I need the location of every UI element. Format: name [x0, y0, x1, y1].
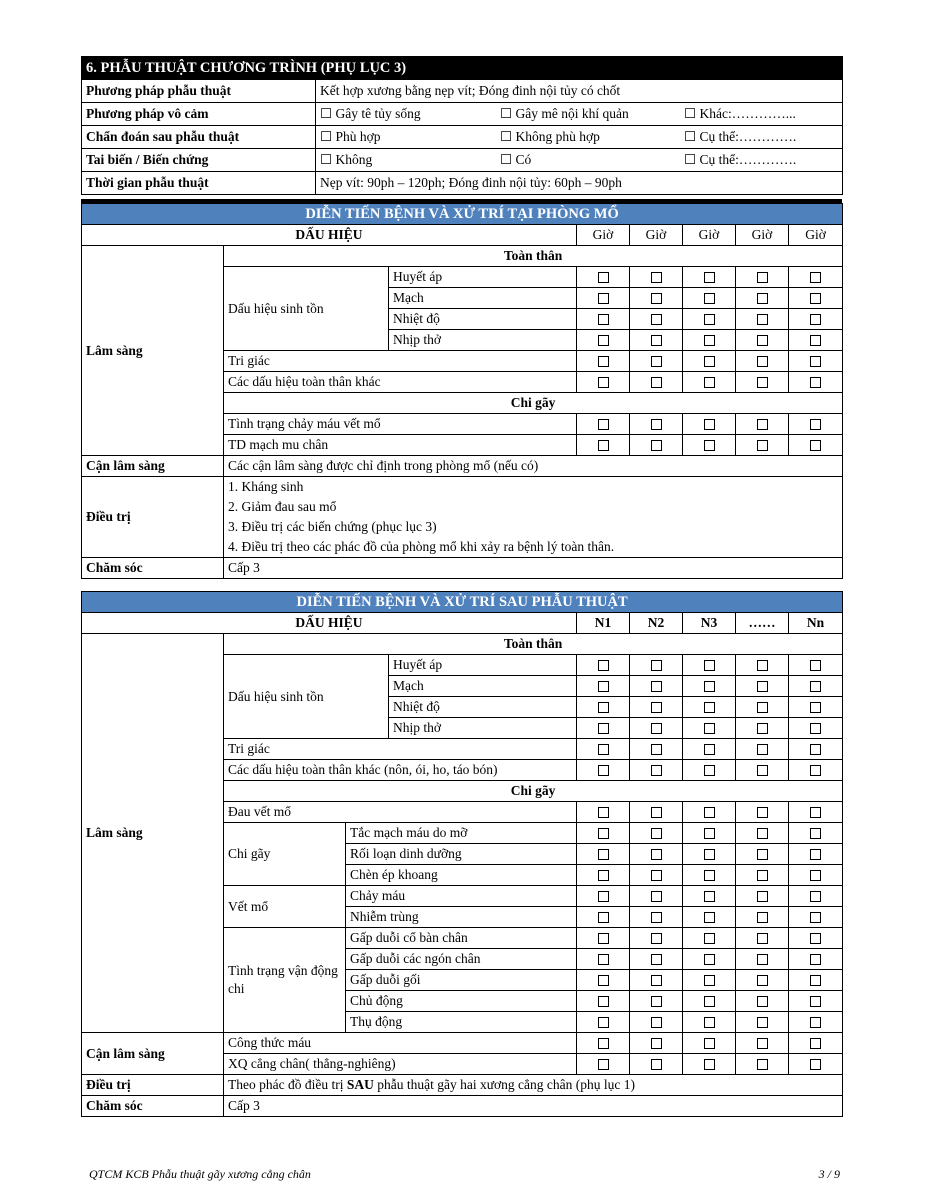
- checkbox[interactable]: [810, 912, 821, 923]
- checkbox[interactable]: [757, 440, 768, 451]
- checkbox[interactable]: [810, 272, 821, 283]
- checkbox[interactable]: [598, 996, 609, 1007]
- checkbox[interactable]: [704, 996, 715, 1007]
- sign-label: Gấp duỗi gối: [346, 970, 577, 991]
- checkbox[interactable]: [704, 356, 715, 367]
- checkbox[interactable]: [757, 377, 768, 388]
- checkbox[interactable]: [704, 723, 715, 734]
- row-label: Phương pháp vô cảm: [82, 103, 316, 126]
- checkbox[interactable]: [704, 660, 715, 671]
- checkbox[interactable]: [757, 1017, 768, 1028]
- checkbox[interactable]: [810, 828, 821, 839]
- sign-label: Nhiễm trùng: [346, 907, 577, 928]
- checkbox[interactable]: [598, 419, 609, 430]
- checkbox[interactable]: [810, 849, 821, 860]
- checkbox[interactable]: [810, 933, 821, 944]
- treatment-item: 1. Kháng sinh: [224, 477, 843, 498]
- checkbox[interactable]: [598, 681, 609, 692]
- sign-label: Chèn ép khoang: [346, 865, 577, 886]
- checkbox[interactable]: [757, 996, 768, 1007]
- lam-sang-label: Lâm sàng: [82, 634, 224, 1033]
- sign-label: Các dấu hiệu toàn thân khác (nôn, ói, ho, táo bón): [224, 760, 577, 781]
- checkbox[interactable]: [810, 440, 821, 451]
- checkbox[interactable]: [810, 807, 821, 818]
- row-options: [316, 149, 843, 172]
- row-label: Tai biến / Biến chứng: [82, 149, 316, 172]
- checkbox[interactable]: [810, 1017, 821, 1028]
- option-checkbox[interactable]: ☐ Cụ thể:………….: [684, 129, 797, 144]
- vital-label: Nhiệt độ: [389, 309, 577, 330]
- can-lam-sang-label: Cận lâm sàng: [82, 1033, 224, 1075]
- or-progress-table: [81, 203, 843, 579]
- checkbox[interactable]: [598, 1038, 609, 1049]
- checkbox[interactable]: [651, 272, 662, 283]
- checkbox[interactable]: [651, 912, 662, 923]
- section-title: 6. PHẪU THUẬT CHƯƠNG TRÌNH (PHỤ LỤC 3): [82, 57, 843, 80]
- checkbox[interactable]: [704, 1059, 715, 1070]
- checkbox[interactable]: [704, 870, 715, 881]
- checkbox[interactable]: [810, 681, 821, 692]
- treatment-text: [224, 1075, 843, 1096]
- chi-gay-group-label: Chi gãy: [224, 823, 346, 886]
- day-header: Nn: [789, 613, 843, 634]
- checkbox[interactable]: [651, 765, 662, 776]
- checkbox[interactable]: [598, 377, 609, 388]
- checkbox[interactable]: [810, 702, 821, 713]
- sign-label: Tri giác: [224, 739, 577, 760]
- cham-soc-label: Chăm sóc: [82, 1096, 224, 1117]
- checkbox[interactable]: [704, 681, 715, 692]
- checkbox[interactable]: [757, 314, 768, 325]
- checkbox[interactable]: [810, 954, 821, 965]
- checkbox[interactable]: [757, 870, 768, 881]
- checkbox[interactable]: [651, 681, 662, 692]
- vital-label: Nhiệt độ: [389, 697, 577, 718]
- row-value: Kết hợp xương bằng nẹp vít; Đóng đinh nội tủy có chốt: [316, 80, 843, 103]
- sign-label: XQ cẳng chân( thẳng-nghiêng): [224, 1054, 577, 1075]
- checkbox[interactable]: [704, 377, 715, 388]
- checkbox[interactable]: [704, 765, 715, 776]
- page-number: 3 / 9: [818, 1167, 840, 1181]
- checkbox[interactable]: [704, 807, 715, 818]
- checkbox[interactable]: [651, 1038, 662, 1049]
- can-lam-sang-label: Cận lâm sàng: [82, 456, 224, 477]
- vital-group-label: Dấu hiệu sinh tồn: [224, 267, 389, 351]
- checkbox[interactable]: [757, 272, 768, 283]
- checkbox[interactable]: [651, 335, 662, 346]
- checkbox[interactable]: [810, 377, 821, 388]
- checkbox[interactable]: [810, 765, 821, 776]
- checkbox[interactable]: [810, 723, 821, 734]
- care-level: Cấp 3: [224, 1096, 843, 1117]
- checkbox[interactable]: [810, 891, 821, 902]
- checkbox[interactable]: [598, 272, 609, 283]
- checkbox[interactable]: [598, 828, 609, 839]
- checkbox[interactable]: [757, 933, 768, 944]
- checkbox[interactable]: [651, 807, 662, 818]
- checkbox[interactable]: [757, 356, 768, 367]
- postop-progress-table: [81, 591, 843, 1117]
- option-checkbox[interactable]: ☐ Khác:…………...: [684, 106, 796, 121]
- checkbox[interactable]: [651, 1059, 662, 1070]
- vital-label: Mạch: [389, 288, 577, 309]
- checkbox[interactable]: [810, 744, 821, 755]
- checkbox[interactable]: [810, 870, 821, 881]
- time-header: Giờ: [736, 225, 789, 246]
- checkbox[interactable]: [757, 975, 768, 986]
- sign-label: Tắc mạch máu do mỡ: [346, 823, 577, 844]
- checkbox[interactable]: [757, 681, 768, 692]
- vital-label: Nhịp thở: [389, 718, 577, 739]
- day-header: ……: [736, 613, 789, 634]
- day-header: N3: [683, 613, 736, 634]
- checkbox[interactable]: [810, 660, 821, 671]
- checkbox[interactable]: [757, 723, 768, 734]
- treatment-post: phẫu thuật gãy hai xương cẳng chân (phụ lục 1): [373, 1077, 635, 1092]
- toan-than-header: Toàn thân: [224, 634, 843, 655]
- checkbox[interactable]: [651, 723, 662, 734]
- checkbox[interactable]: [598, 1059, 609, 1070]
- checkbox[interactable]: [651, 996, 662, 1007]
- treatment-item: 4. Điều trị theo các phác đồ của phòng mổ khi xảy ra bệnh lý toàn thân.: [224, 537, 843, 558]
- checkbox[interactable]: [598, 1017, 609, 1028]
- checkbox[interactable]: [704, 891, 715, 902]
- checkbox[interactable]: [704, 954, 715, 965]
- checkbox[interactable]: [704, 272, 715, 283]
- checkbox[interactable]: [810, 419, 821, 430]
- checkbox[interactable]: [757, 660, 768, 671]
- checkbox[interactable]: [651, 293, 662, 304]
- sign-label: Tri giác: [224, 351, 577, 372]
- checkbox[interactable]: [757, 891, 768, 902]
- option-checkbox[interactable]: ☐ Gây mê nội khí quản: [500, 106, 629, 121]
- checkbox[interactable]: [651, 849, 662, 860]
- checkbox[interactable]: [757, 1059, 768, 1070]
- option-checkbox[interactable]: ☐ Có: [500, 152, 532, 167]
- sign-label: Các dấu hiệu toàn thân khác: [224, 372, 577, 393]
- checkbox[interactable]: [704, 419, 715, 430]
- sign-header: DẤU HIỆU: [82, 613, 577, 634]
- motion-group-label: Tình trạng vận động chi: [224, 928, 346, 1033]
- checkbox[interactable]: [598, 891, 609, 902]
- row-value: Nẹp vít: 90ph – 120ph; Đóng đinh nội tủy: 60ph – 90ph: [316, 172, 843, 195]
- checkbox[interactable]: [651, 702, 662, 713]
- sign-label: Chảy máu: [346, 886, 577, 907]
- checkbox[interactable]: [704, 933, 715, 944]
- checkbox[interactable]: [651, 660, 662, 671]
- vital-label: Nhịp thở: [389, 330, 577, 351]
- option-checkbox[interactable]: ☐ Gây tê tủy sống: [320, 106, 421, 121]
- cham-soc-label: Chăm sóc: [82, 558, 224, 579]
- surgery-program-table: [81, 56, 843, 195]
- checkbox[interactable]: [757, 293, 768, 304]
- sign-header: DẤU HIỆU: [82, 225, 577, 246]
- option-checkbox[interactable]: ☐ Cụ thể:………….: [684, 152, 797, 167]
- checkbox[interactable]: [598, 975, 609, 986]
- row-label: Chẩn đoán sau phẫu thuật: [82, 126, 316, 149]
- checkbox[interactable]: [810, 335, 821, 346]
- checkbox[interactable]: [757, 419, 768, 430]
- checkbox[interactable]: [651, 440, 662, 451]
- vital-label: Huyết áp: [389, 655, 577, 676]
- checkbox[interactable]: [757, 1038, 768, 1049]
- sign-label: Gấp duỗi các ngón chân: [346, 949, 577, 970]
- checkbox[interactable]: [598, 660, 609, 671]
- treatment-item: 3. Điều trị các biến chứng (phục lục 3): [224, 517, 843, 537]
- checkbox[interactable]: [810, 975, 821, 986]
- checkbox[interactable]: [598, 335, 609, 346]
- row-label: Phương pháp phẫu thuật: [82, 80, 316, 103]
- checkbox[interactable]: [598, 440, 609, 451]
- checkbox[interactable]: [757, 744, 768, 755]
- checkbox[interactable]: [704, 1017, 715, 1028]
- sign-label: Công thức máu: [224, 1033, 577, 1054]
- day-header: N1: [577, 613, 630, 634]
- treatment-pre: Theo phác đồ điều trị: [228, 1077, 347, 1092]
- sign-label: Tình trạng chảy máu vết mổ: [224, 414, 577, 435]
- dieu-tri-label: Điều trị: [82, 477, 224, 558]
- checkbox[interactable]: [704, 975, 715, 986]
- checkbox[interactable]: [704, 702, 715, 713]
- checkbox[interactable]: [598, 912, 609, 923]
- checkbox[interactable]: [598, 849, 609, 860]
- checkbox[interactable]: [704, 1038, 715, 1049]
- checkbox[interactable]: [757, 702, 768, 713]
- checkbox[interactable]: [704, 335, 715, 346]
- checkbox[interactable]: [598, 702, 609, 713]
- checkbox[interactable]: [651, 828, 662, 839]
- row-options: [316, 126, 843, 149]
- or-section-title: DIỄN TIẾN BỆNH VÀ XỬ TRÍ TẠI PHÒNG MỔ: [82, 204, 843, 225]
- checkbox[interactable]: [651, 954, 662, 965]
- postop-section-title: DIỄN TIẾN BỆNH VÀ XỬ TRÍ SAU PHẪU THUẬT: [82, 592, 843, 613]
- checkbox[interactable]: [810, 314, 821, 325]
- sign-label: TD mạch mu chân: [224, 435, 577, 456]
- checkbox[interactable]: [704, 293, 715, 304]
- chi-gay-header: Chi gãy: [224, 393, 843, 414]
- sign-label: Đau vết mổ: [224, 802, 577, 823]
- checkbox[interactable]: [651, 870, 662, 881]
- checkbox[interactable]: [757, 912, 768, 923]
- chi-gay-header: Chi gãy: [224, 781, 843, 802]
- checkbox[interactable]: [598, 723, 609, 734]
- treatment-item: 2. Giảm đau sau mổ: [224, 497, 843, 517]
- row-options: [316, 103, 843, 126]
- checkbox[interactable]: [651, 1017, 662, 1028]
- checkbox[interactable]: [704, 440, 715, 451]
- sign-label: Thụ động: [346, 1012, 577, 1033]
- checkbox[interactable]: [810, 1038, 821, 1049]
- sign-label: Gấp duỗi cổ bàn chân: [346, 928, 577, 949]
- checkbox[interactable]: [651, 377, 662, 388]
- checkbox[interactable]: [704, 912, 715, 923]
- checkbox[interactable]: [651, 314, 662, 325]
- checkbox[interactable]: [651, 933, 662, 944]
- checkbox[interactable]: [704, 314, 715, 325]
- vital-label: Mạch: [389, 676, 577, 697]
- treatment-bold: SAU: [346, 1077, 374, 1092]
- toan-than-header: Toàn thân: [224, 246, 843, 267]
- checkbox[interactable]: [757, 807, 768, 818]
- checkbox[interactable]: [598, 293, 609, 304]
- checkbox[interactable]: [598, 765, 609, 776]
- option-checkbox[interactable]: ☐ Không: [320, 152, 373, 167]
- checkbox[interactable]: [598, 314, 609, 325]
- checkbox[interactable]: [598, 933, 609, 944]
- row-label: Thời gian phẫu thuật: [82, 172, 316, 195]
- time-header: Giờ: [630, 225, 683, 246]
- time-header: Giờ: [789, 225, 843, 246]
- sign-label: Rối loạn dinh dưỡng: [346, 844, 577, 865]
- checkbox[interactable]: [651, 891, 662, 902]
- time-header: Giờ: [577, 225, 630, 246]
- checkbox[interactable]: [651, 356, 662, 367]
- day-header: N2: [630, 613, 683, 634]
- footer-title: QTCM KCB Phẫu thuật gãy xương cẳng chân: [89, 1167, 311, 1181]
- checkbox[interactable]: [757, 335, 768, 346]
- vital-label: Huyết áp: [389, 267, 577, 288]
- checkbox[interactable]: [757, 849, 768, 860]
- dieu-tri-label: Điều trị: [82, 1075, 224, 1096]
- checkbox[interactable]: [810, 996, 821, 1007]
- checkbox[interactable]: [598, 744, 609, 755]
- vital-group-label: Dấu hiệu sinh tồn: [224, 655, 389, 739]
- checkbox[interactable]: [598, 807, 609, 818]
- checkbox[interactable]: [651, 419, 662, 430]
- checkbox[interactable]: [598, 870, 609, 881]
- checkbox[interactable]: [704, 849, 715, 860]
- care-level: Cấp 3: [224, 558, 843, 579]
- checkbox[interactable]: [651, 744, 662, 755]
- checkbox[interactable]: [810, 293, 821, 304]
- checkbox[interactable]: [757, 765, 768, 776]
- lam-sang-label: Lâm sàng: [82, 246, 224, 456]
- checkbox[interactable]: [651, 975, 662, 986]
- option-checkbox[interactable]: ☐ Không phù hợp: [500, 129, 600, 144]
- checkbox[interactable]: [704, 828, 715, 839]
- checkbox[interactable]: [598, 954, 609, 965]
- checkbox[interactable]: [810, 1059, 821, 1070]
- vet-mo-group-label: Vết mổ: [224, 886, 346, 928]
- checkbox[interactable]: [598, 356, 609, 367]
- checkbox[interactable]: [810, 356, 821, 367]
- time-header: Giờ: [683, 225, 736, 246]
- sign-label: Chủ động: [346, 991, 577, 1012]
- checkbox[interactable]: [757, 954, 768, 965]
- checkbox[interactable]: [757, 828, 768, 839]
- cls-text: Các cận lâm sàng được chỉ định trong phòng mổ (nếu có): [224, 456, 843, 477]
- option-checkbox[interactable]: ☐ Phù hợp: [320, 129, 381, 144]
- checkbox[interactable]: [704, 744, 715, 755]
